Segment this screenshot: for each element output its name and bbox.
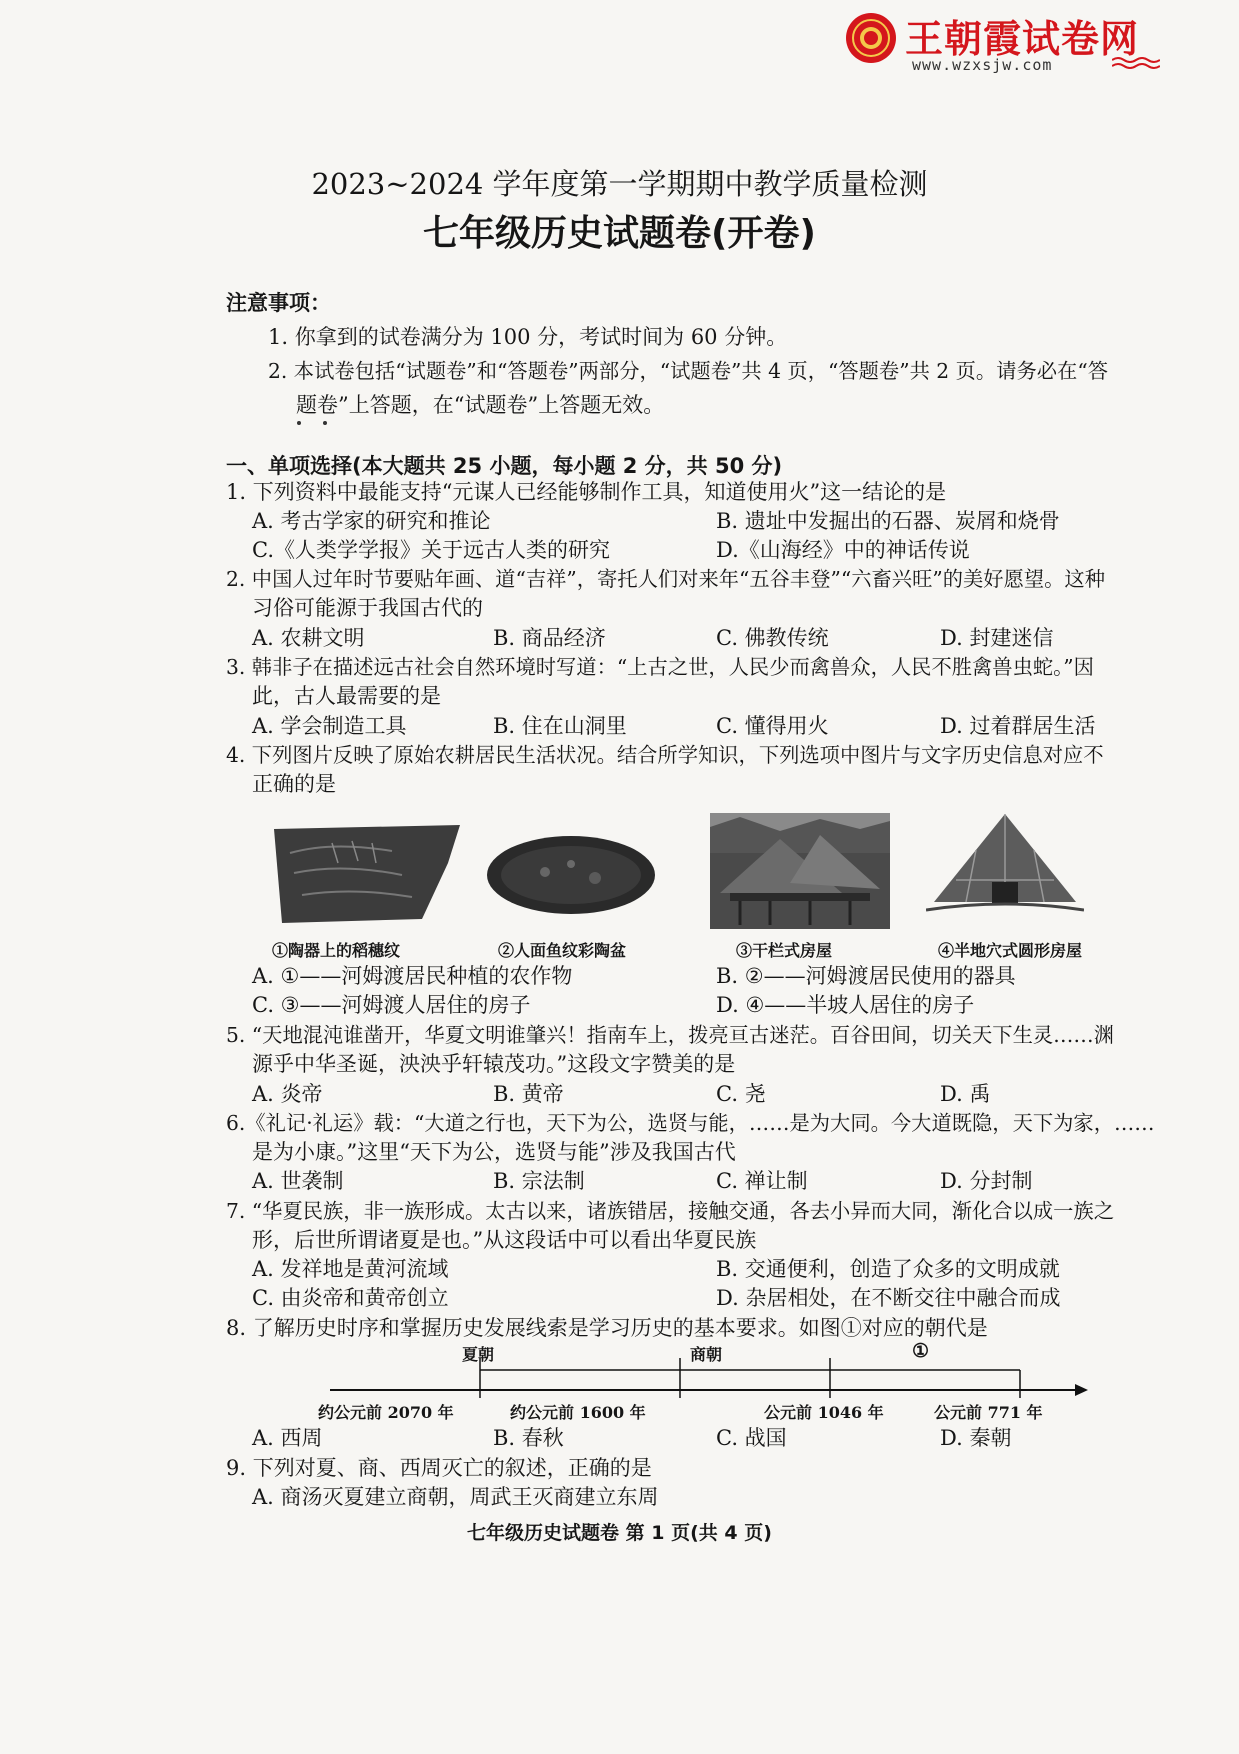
q2-option-b: B. 商品经济 [493, 626, 606, 650]
q6-option-c: C. 禅让制 [716, 1169, 808, 1193]
notice-item-2a: 2. 本试卷包括“试题卷”和“答题卷”两部分，“试题卷”共 4 页，“答题卷”共 2 页。请务必在“答 [268, 359, 1108, 383]
q4-option-b: B. ②——河姆渡居民使用的器具 [716, 964, 1016, 988]
exam-title-line2: 七年级历史试题卷(开卷) [423, 213, 816, 254]
q4-stem-2: 正确的是 [252, 772, 336, 796]
q3-option-c: C. 懂得用火 [716, 714, 829, 738]
q2-option-a: A. 农耕文明 [252, 626, 365, 650]
notice-item-1: 1. 你拿到的试卷满分为 100 分，考试时间为 60 分钟。 [268, 325, 788, 349]
q3-option-a: A. 学会制造工具 [252, 714, 407, 738]
timeline-arrow-icon [1075, 1384, 1088, 1396]
q8-option-c: C. 战国 [716, 1426, 787, 1450]
exam-title-line1: 2023~2024 学年度第一学期期中教学质量检测 [311, 167, 928, 201]
q7-option-d: D. 杂居相处，在不断交往中融合而成 [716, 1286, 1061, 1310]
scan-speck [297, 421, 301, 425]
notice-item-2b: 题卷”上答题，在“试题卷”上答题无效。 [296, 393, 665, 417]
q9-option-a: A. 商汤灭夏建立商朝，周武王灭商建立东周 [252, 1485, 659, 1509]
q7-stem-1: 7. “华夏民族，非一族形成。太古以来，诸族错居，接触交通，各去小异而大同，渐化合以成一族之 [226, 1199, 1114, 1223]
q6-option-b: B. 宗法制 [493, 1169, 585, 1193]
brand-wave-icon [1112, 56, 1160, 70]
q4-caption-1: ①陶器上的稻穗纹 [272, 941, 401, 960]
q2-stem-2: 习俗可能源于我国古代的 [252, 596, 483, 620]
q4-option-d: D. ④——半坡人居住的房子 [716, 993, 975, 1017]
timeline-baseline-ticks [480, 1390, 1020, 1398]
q8-option-d: D. 秦朝 [940, 1426, 1012, 1450]
timeline-date-4: 公元前 771 年 [934, 1403, 1043, 1422]
brand-url: www.wzxsjw.com [912, 56, 1053, 74]
rice-pattern-pottery-picture [272, 823, 464, 925]
q5-option-a: A. 炎帝 [252, 1082, 323, 1106]
q1-stem: 1. 下列资料中最能支持“元谋人已经能够制作工具，知道使用火”这一结论的是 [226, 480, 947, 504]
timeline-date-1: 约公元前 2070 年 [318, 1403, 454, 1422]
q4-caption-3: ③干栏式房屋 [736, 941, 833, 960]
q1-option-a: A. 考古学家的研究和推论 [252, 509, 491, 533]
page-footer: 七年级历史试题卷 第 1 页(共 4 页) [467, 1522, 772, 1544]
q7-stem-2: 形，后世所谓诸夏是也。”从这段话中可以看出华夏民族 [252, 1228, 757, 1252]
timeline-date-2: 约公元前 1600 年 [510, 1403, 646, 1422]
q1-option-b: B. 遗址中发掘出的石器、炭屑和烧骨 [716, 509, 1060, 533]
q5-option-c: C. 尧 [716, 1082, 766, 1106]
q9-stem: 9. 下列对夏、商、西周灭亡的叙述，正确的是 [226, 1456, 652, 1480]
q7-option-c: C. 由炎帝和黄帝创立 [252, 1286, 449, 1310]
section-heading: 一、单项选择(本大题共 25 小题，每小题 2 分，共 50 分) [226, 454, 783, 478]
q7-option-a: A. 发祥地是黄河流域 [252, 1257, 449, 1281]
timeline-ticks [480, 1358, 830, 1370]
q4-caption-4: ④半地穴式圆形房屋 [938, 941, 1083, 960]
notice-heading: 注意事项： [226, 291, 331, 315]
q3-option-d: D. 过着群居生活 [940, 714, 1096, 738]
q6-stem-1: 6.《礼记·礼运》载：“大道之行也，天下为公，选贤与能，……是为大同。今大道既隐，天下为家，…… [226, 1111, 1155, 1135]
q5-stem-1: 5. “天地混沌谁凿开，华夏文明谁肇兴！指南车上，拨亮亘古迷茫。百谷田间，切关天下生灵……渊 [226, 1023, 1114, 1047]
q2-option-c: C. 佛教传统 [716, 626, 829, 650]
q5-option-d: D. 禹 [940, 1082, 991, 1106]
timeline-segments [480, 1370, 1020, 1390]
q3-stem-1: 3. 韩非子在描述远古社会自然环境时写道：“上古之世，人民少而禽兽众，人民不胜禽兽虫蛇。”因 [226, 655, 1094, 679]
painted-pottery-basin-picture [485, 834, 657, 916]
q1-option-d: D.《山海经》中的神话传说 [716, 538, 970, 562]
q5-stem-2: 源乎中华圣诞，泱泱乎轩辕茂功。”这段文字赞美的是 [252, 1052, 736, 1076]
timeline-date-3: 公元前 1046 年 [764, 1403, 884, 1422]
q2-stem-1: 2. 中国人过年时节要贴年画、道“吉祥”，寄托人们对来年“五谷丰登”“六畜兴旺”的美好愿望。这种 [226, 567, 1105, 591]
q3-stem-2: 此，古人最需要的是 [252, 684, 441, 708]
q4-option-c: C. ③——河姆渡人居住的房子 [252, 993, 531, 1017]
q2-option-d: D. 封建迷信 [940, 626, 1054, 650]
q1-option-c: C.《人类学学报》关于远古人类的研究 [252, 538, 610, 562]
q4-option-a: A. ①——河姆渡居民种植的农作物 [252, 964, 573, 988]
scan-speck [323, 421, 327, 425]
q4-caption-2: ②人面鱼纹彩陶盆 [498, 941, 627, 960]
semi-subterranean-house-picture [926, 810, 1084, 928]
q6-stem-2: 是为小康。”这里“天下为公，选贤与能”涉及我国古代 [252, 1140, 736, 1164]
q4-stem-1: 4. 下列图片反映了原始农耕居民生活状况。结合所学知识，下列选项中图片与文字历史信息对应不 [226, 743, 1104, 767]
stilt-house-picture [710, 813, 890, 929]
q6-option-d: D. 分封制 [940, 1169, 1033, 1193]
timeline-label-mark: ① [912, 1340, 930, 1362]
q8-stem: 8. 了解历史时序和掌握历史发展线索是学习历史的基本要求。如图①对应的朝代是 [226, 1316, 988, 1340]
q8-option-a: A. 西周 [252, 1426, 323, 1450]
timeline-label-shang: 商朝 [690, 1345, 723, 1364]
q6-option-a: A. 世袭制 [252, 1169, 344, 1193]
timeline-label-xia: 夏朝 [462, 1345, 495, 1364]
q5-option-b: B. 黄帝 [493, 1082, 564, 1106]
q3-option-b: B. 住在山洞里 [493, 714, 627, 738]
q8-option-b: B. 春秋 [493, 1426, 564, 1450]
q7-option-b: B. 交通便利，创造了众多的文明成就 [716, 1257, 1060, 1281]
brand-seal-icon [845, 12, 897, 64]
brand-name: 王朝霞试卷网 [905, 17, 1140, 61]
